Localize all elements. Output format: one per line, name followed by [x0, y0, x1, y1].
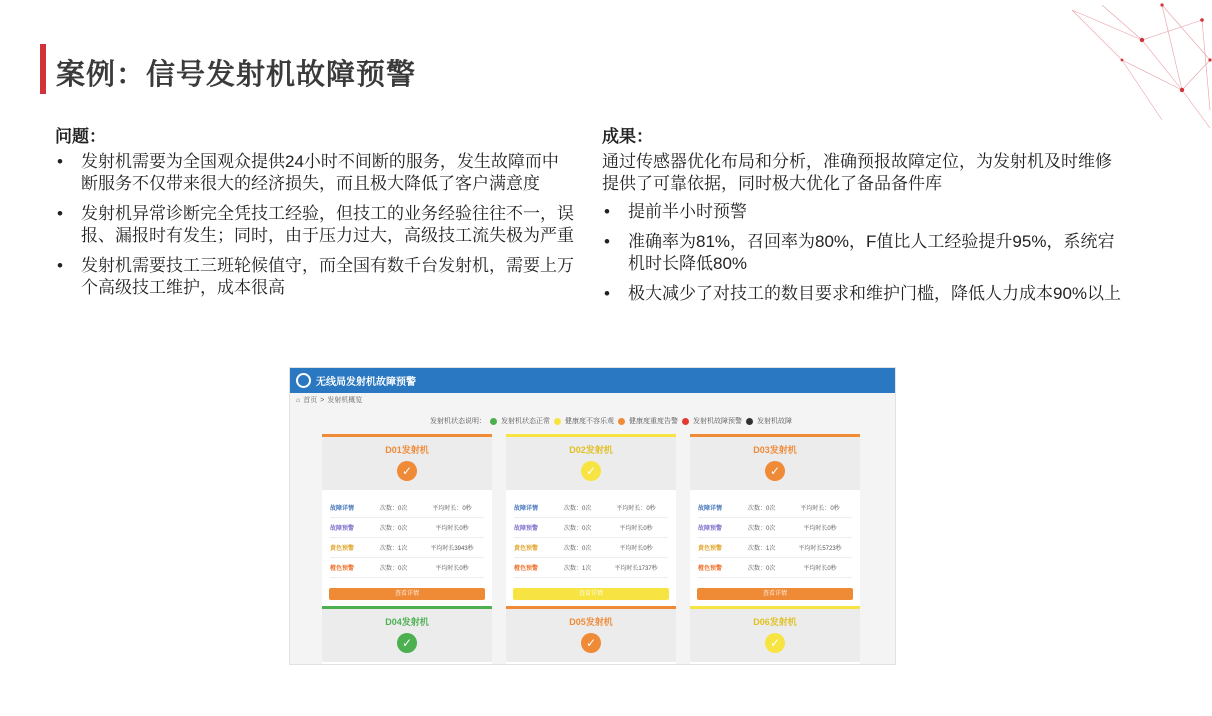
view-details-button[interactable]: 查看详情 [329, 588, 485, 600]
table-row [698, 518, 852, 538]
row-count: 次数：0次 [564, 526, 592, 532]
home-icon: ⌂ [296, 396, 301, 404]
row-type[interactable]: 橙色预警 [514, 566, 539, 572]
row-avg: 平均时长0秒 [435, 526, 469, 532]
row-count: 次数：0次 [748, 506, 776, 512]
signal-icon [296, 373, 311, 388]
row-type[interactable]: 故障预警 [330, 526, 355, 532]
row-count: 次数：0次 [564, 506, 592, 512]
card-header [690, 609, 860, 662]
row-type[interactable]: 故障预警 [698, 526, 723, 532]
legend-dot [490, 418, 497, 425]
transmitter-card [690, 606, 860, 665]
legend-item: 健康度不容乐观 [565, 418, 614, 425]
legend-item: 发射机状态正常 [501, 418, 550, 425]
status-check-icon: ✓ [765, 461, 785, 481]
table-row [514, 518, 668, 538]
card-header [506, 609, 676, 662]
table-row [514, 558, 668, 578]
list-item: • 极大减少了对技工的数目要求和维护门槛，降低人力成本90%以上 [602, 283, 1122, 305]
card-name: D02发射机 [569, 445, 613, 455]
list-item: • 发射机需要为全国观众提供24小时不间断的服务，发生故障而中断服务不仅带来很大的经济损失，而且极大降低了客户满意度 [55, 151, 575, 195]
result-heading: 成果： [602, 127, 653, 146]
list-item: • 发射机异常诊断完全凭技工经验，但技工的业务经验往往不一，误报、漏报时有发生；同时，由于压力过大，高级技工流失极为严重 [55, 203, 575, 247]
row-avg: 平均时长0秒 [803, 566, 837, 572]
status-check-icon: ✓ [581, 461, 601, 481]
legend-dot [618, 418, 625, 425]
result-section [602, 122, 1122, 313]
card-header [506, 437, 676, 490]
page-title: 案例：信号发射机故障预警 [56, 59, 417, 91]
card-header [322, 437, 492, 490]
row-avg: 平均时长0秒 [803, 526, 837, 532]
card-name: D06发射机 [753, 617, 797, 627]
row-avg: 平均时长0秒 [435, 566, 469, 572]
result-intro: 通过传感器优化布局和分析，准确预报故障定位，为发射机及时维修提供了可靠依据，同时极大优化了备品备件库 [602, 152, 1112, 193]
view-details-button[interactable]: 查看详情 [697, 588, 853, 600]
card-name: D03发射机 [753, 445, 797, 455]
card-name: D05发射机 [569, 617, 613, 627]
legend-item: 健康度重度告警 [629, 418, 678, 425]
problem-heading: 问题： [55, 127, 106, 146]
legend-dot [554, 418, 561, 425]
card-body [690, 662, 860, 665]
transmitter-card [322, 606, 492, 665]
breadcrumb [290, 393, 895, 407]
problem-section [55, 122, 575, 307]
row-count: 次数：1次 [380, 546, 408, 552]
row-avg: 平均时长5723秒 [798, 546, 842, 552]
row-type[interactable]: 故障详情 [514, 506, 539, 512]
row-avg: 平均时长1737秒 [614, 566, 658, 572]
legend-item: 发射机故障预警 [693, 418, 742, 425]
table-row [514, 498, 668, 518]
status-check-icon: ✓ [581, 633, 601, 653]
table-row [330, 558, 484, 578]
row-type[interactable]: 故障详情 [330, 506, 355, 512]
legend-dot [682, 418, 689, 425]
row-type[interactable]: 黄色预警 [330, 546, 355, 552]
status-legend [430, 416, 792, 426]
row-avg: 平均时长：0秒 [800, 506, 840, 512]
table-row [698, 558, 852, 578]
row-count: 次数：0次 [380, 566, 408, 572]
row-type[interactable]: 黄色预警 [698, 546, 723, 552]
row-type[interactable]: 橙色预警 [698, 566, 723, 572]
row-type[interactable]: 故障预警 [514, 526, 539, 532]
transmitter-card [690, 434, 860, 606]
table-row [330, 538, 484, 558]
title-accent-bar [40, 44, 46, 94]
list-item: • 发射机需要技工三班轮候值守，而全国有数千台发射机，需要上万个高级技工维护，成本很高 [55, 255, 575, 299]
table-row [514, 538, 668, 558]
table-row [698, 498, 852, 518]
status-check-icon: ✓ [397, 461, 417, 481]
status-check-icon: ✓ [397, 633, 417, 653]
row-count: 次数：0次 [380, 526, 408, 532]
breadcrumb-separator: > [320, 396, 325, 404]
transmitter-card [322, 434, 492, 606]
row-count: 次数：1次 [564, 566, 592, 572]
app-title: 无线局发射机故障预警 [316, 377, 416, 388]
row-count: 次数：0次 [564, 546, 592, 552]
row-type[interactable]: 故障详情 [698, 506, 723, 512]
app-header [290, 368, 895, 393]
row-avg: 平均时长0秒 [619, 546, 653, 552]
row-type[interactable]: 橙色预警 [330, 566, 355, 572]
breadcrumb-current: 发射机概览 [327, 397, 363, 404]
card-body [506, 662, 676, 665]
breadcrumb-home[interactable]: 首页 [303, 397, 318, 404]
problem-list [55, 151, 575, 299]
list-item: • 提前半小时预警 [602, 201, 1122, 223]
row-avg: 平均时长0秒 [619, 526, 653, 532]
legend-label: 发射机状态说明： [430, 418, 486, 425]
table-row [330, 498, 484, 518]
row-avg: 平均时长：0秒 [616, 506, 656, 512]
status-check-icon: ✓ [765, 633, 785, 653]
transmitter-card [506, 434, 676, 606]
table-row [698, 538, 852, 558]
row-count: 次数：0次 [748, 526, 776, 532]
table-row [330, 518, 484, 538]
embedded-app-screenshot [289, 367, 896, 665]
row-count: 次数：0次 [748, 566, 776, 572]
result-list [602, 201, 1122, 305]
card-body [322, 662, 492, 665]
transmitter-card [506, 606, 676, 665]
legend-item: 发射机故障 [757, 418, 792, 425]
row-type[interactable]: 黄色预警 [514, 546, 539, 552]
row-count: 次数：0次 [380, 506, 408, 512]
network-graphic [1062, 0, 1212, 130]
card-name: D04发射机 [385, 617, 429, 627]
row-avg: 平均时长：0秒 [432, 506, 472, 512]
list-item: • 准确率为81%，召回率为80%，F值比人工经验提升95%，系统宕机时长降低80% [602, 231, 1122, 275]
row-avg: 平均时长3943秒 [430, 546, 474, 552]
row-count: 次数：1次 [748, 546, 776, 552]
view-details-button[interactable]: 查看详情 [513, 588, 669, 600]
card-name: D01发射机 [385, 445, 429, 455]
card-header [322, 609, 492, 662]
legend-dot [746, 418, 753, 425]
card-header [690, 437, 860, 490]
